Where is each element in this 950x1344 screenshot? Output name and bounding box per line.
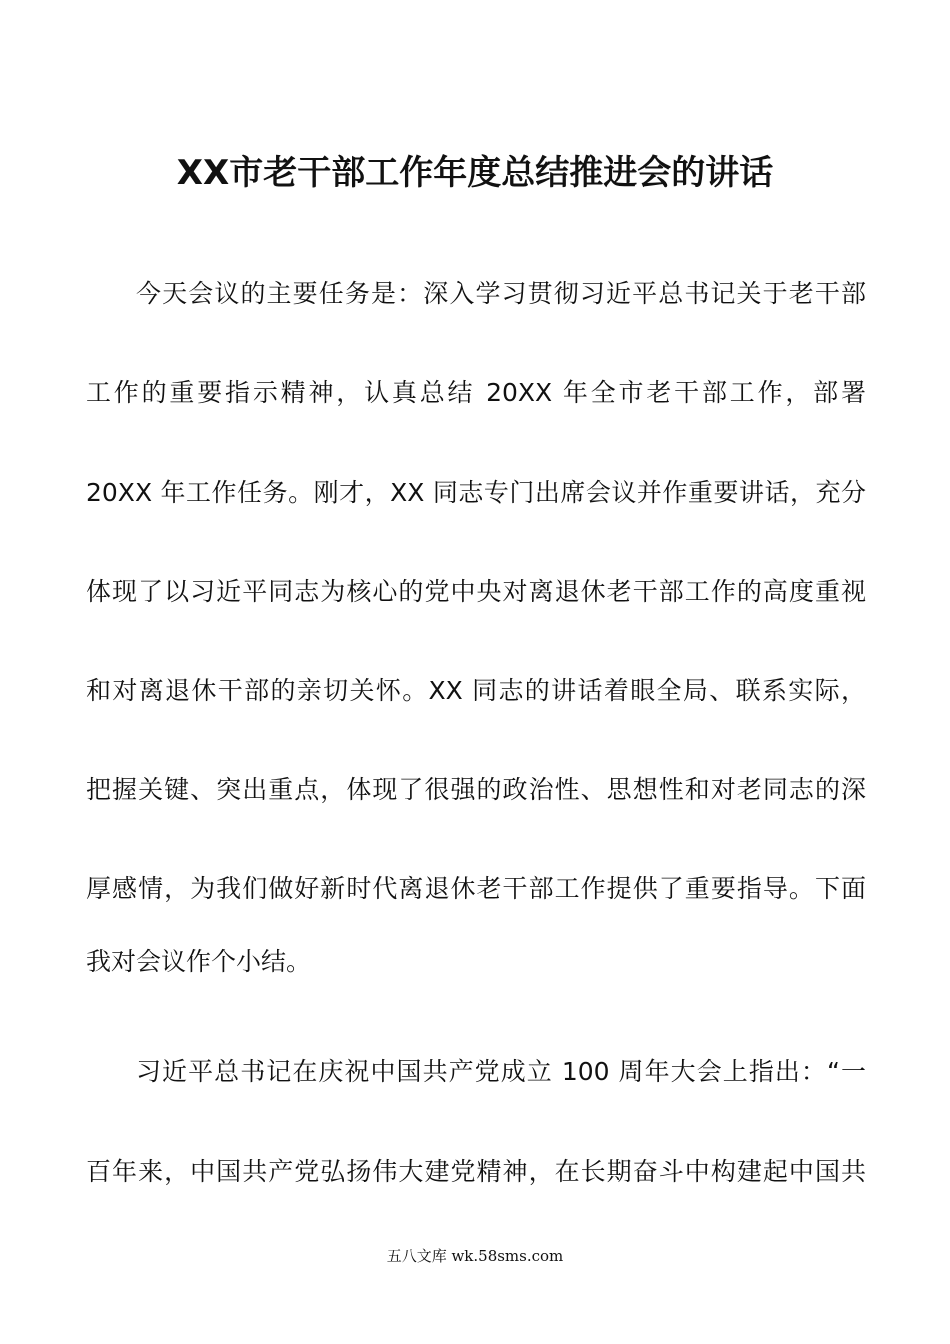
- paragraph-1-line-8: 我对会议作个小结。: [86, 947, 312, 976]
- footer-watermark: 五八文库 wk.58sms.com: [386, 1247, 564, 1265]
- paragraph-1-line-4: 体现了以习近平同志为核心的党中央对离退休老干部工作的高度重视: [86, 577, 866, 606]
- paragraph-1-line-7: 厚感情，为我们做好新时代离退休老干部工作提供了重要指导。下面: [86, 874, 866, 903]
- paragraph-1-line-2: 工作的重要指示精神，认真总结 20XX 年全市老干部工作，部署: [86, 378, 866, 407]
- paragraph-2-line-2: 百年来，中国共产党弘扬伟大建党精神，在长期奋斗中构建起中国共: [86, 1157, 866, 1186]
- document-title: XX市老干部工作年度总结推进会的讲话: [176, 153, 774, 193]
- paragraph-2-line-1: 习近平总书记在庆祝中国共产党成立 100 周年大会上指出：“一: [136, 1057, 866, 1086]
- paragraph-1-line-6: 把握关键、突出重点，体现了很强的政治性、思想性和对老同志的深: [86, 775, 866, 804]
- paragraph-1-line-5: 和对离退休干部的亲切关怀。XX 同志的讲话着眼全局、联系实际，: [86, 676, 866, 705]
- paragraph-1-line-1: 今天会议的主要任务是：深入学习贯彻习近平总书记关于老干部: [136, 279, 866, 308]
- paragraph-1-line-3: 20XX 年工作任务。刚才，XX 同志专门出席会议并作重要讲话，充分: [86, 478, 866, 507]
